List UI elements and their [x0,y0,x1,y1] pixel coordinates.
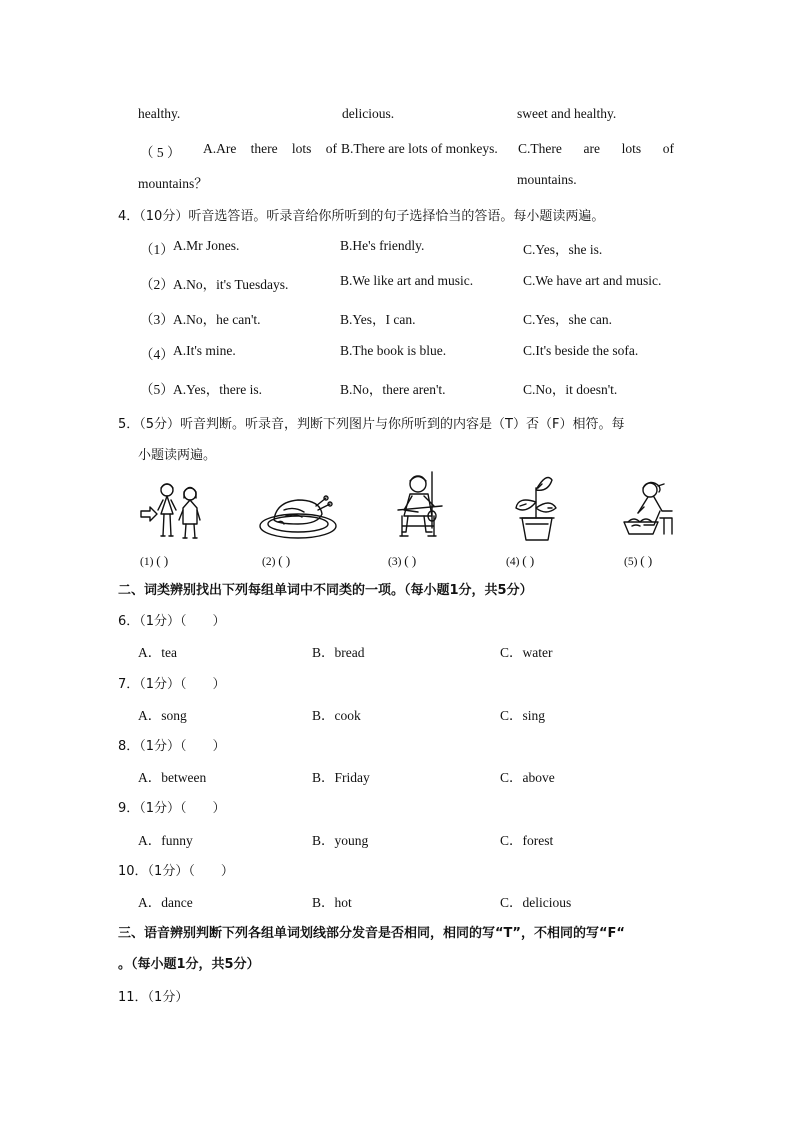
q4-item-option-c: C.No，it doesn't. [523,382,618,397]
q4-item-option-a: A.Mr Jones. [173,238,240,253]
section-2-title: 二、词类辨别找出下列每组单词中不同类的一项。（每小题1分，共5分） [118,583,533,598]
option-a[interactable]: A．dance [138,895,193,910]
question-number: 10．（1分）（ ） [118,864,234,879]
question-number: 8．（1分）（ ） [118,739,226,754]
q4-item-number: （3） [140,312,174,327]
picture-caption [506,553,534,569]
q4-item-option-c: C.Yes，she is. [523,242,603,257]
q5-title-line2: 小题读两遍。 [138,448,217,463]
picture-label: (4) [506,556,520,568]
option-b[interactable]: B．bread [312,645,365,660]
q4-item-option-a: A.No，he can't. [173,312,261,327]
q3-4-option-a-cont: healthy. [138,106,181,121]
q3-5-option-c-word: C.There [518,141,562,156]
q4-title: 4．（10分）听音选答语。听录音给你所听到的句子选择恰当的答语。每小题读两遍。 [118,209,605,224]
q4-item-option-b: B.No，there aren't. [340,382,446,397]
q4-item-option-a: A.It's mine. [173,343,236,358]
answer-blank[interactable]: ( ) [640,553,653,568]
q3-5-option-c [518,141,674,157]
option-a[interactable]: A．song [138,708,187,723]
q3-5-option-a-word: there [250,141,278,156]
q4-item-option-c: C.We have art and music. [523,273,662,288]
q4-item-option-c: C.It's beside the sofa. [523,343,639,358]
q4-item-option-b: B.We like art and music. [340,273,474,288]
q3-5-option-c-word: lots [621,141,642,156]
option-b[interactable]: B．hot [312,895,352,910]
q3-5-option-a-word: A.Are [203,141,237,156]
question-number: 6．（1分）（ ） [118,614,226,629]
q4-item-number: （4） [140,347,174,362]
q4-item-option-c: C.Yes，she can. [523,312,613,327]
q3-5-option-a [203,141,337,157]
option-c[interactable]: C．delicious [500,895,572,910]
two-people-icon [138,478,214,548]
q3-5-option-a-word: lots [291,141,312,156]
picture-caption [624,553,652,569]
q4-item-number: （1） [140,242,174,257]
answer-blank[interactable]: ( ) [156,553,169,568]
q3-5-option-a-word: of [325,141,337,156]
q4-item-option-b: B.He's friendly. [340,238,425,253]
q3-5-option-c-word: are [583,141,600,156]
option-b[interactable]: B．young [312,833,369,848]
option-c[interactable]: C．above [500,770,555,785]
option-a[interactable]: A．between [138,770,207,785]
q3-5-option-a-cont: mountains？ [138,176,208,191]
q3-5-option-c-word: of [662,141,674,156]
boy-playing-erhu-icon [394,470,450,546]
question-number: 7．（1分）（ ） [118,677,226,692]
potted-plant-icon [512,472,562,544]
picture-caption [140,553,168,569]
picture-label: (1) [140,556,154,568]
q3-4-option-b-cont: delicious. [342,106,395,121]
q4-item-number: （5） [140,382,174,397]
answer-blank[interactable]: ( ) [278,553,291,568]
q4-item-number: （2） [140,277,174,292]
option-b[interactable]: B．cook [312,708,361,723]
girl-washing-clothes-icon [620,478,682,544]
answer-blank[interactable]: ( ) [522,553,535,568]
option-a[interactable]: A．funny [138,833,193,848]
question-number: 11．（1分） [118,990,189,1005]
option-c[interactable]: C．water [500,645,553,660]
option-c[interactable]: C．sing [500,708,546,723]
picture-label: (3) [388,556,402,568]
q3-5-number: （ 5 ） [140,145,181,160]
option-b[interactable]: B．Friday [312,770,370,785]
section-3-title-line1: 三、语音辨别判断下列各组单词划线部分发音是否相同，相同的写“T”，不相同的写“F“ [118,926,625,941]
question-number: 9．（1分）（ ） [118,801,226,816]
q4-item-option-a: A.No，it's Tuesdays. [173,277,289,292]
q4-item-option-b: B.Yes，I can. [340,312,416,327]
picture-caption [262,553,290,569]
q3-5-option-c-cont: mountains. [517,172,577,187]
q4-item-option-a: A.Yes，there is. [173,382,263,397]
q3-5-option-b: B.There are lots of monkeys. [341,141,498,156]
roast-chicken-icon [256,488,340,544]
q4-item-option-b: B.The book is blue. [340,343,447,358]
picture-label: (2) [262,556,276,568]
section-3-title-line2: 。（每小题1分，共5分） [118,957,260,972]
q5-title-line1: 5．（5分）听音判断。听录音，判断下列图片与你所听到的内容是（T）否（F）相符。每 [118,417,625,432]
option-c[interactable]: C．forest [500,833,554,848]
option-a[interactable]: A．tea [138,645,177,660]
picture-caption [388,553,416,569]
q3-4-option-c-cont: sweet and healthy. [517,106,617,121]
answer-blank[interactable]: ( ) [404,553,417,568]
picture-label: (5) [624,556,638,568]
